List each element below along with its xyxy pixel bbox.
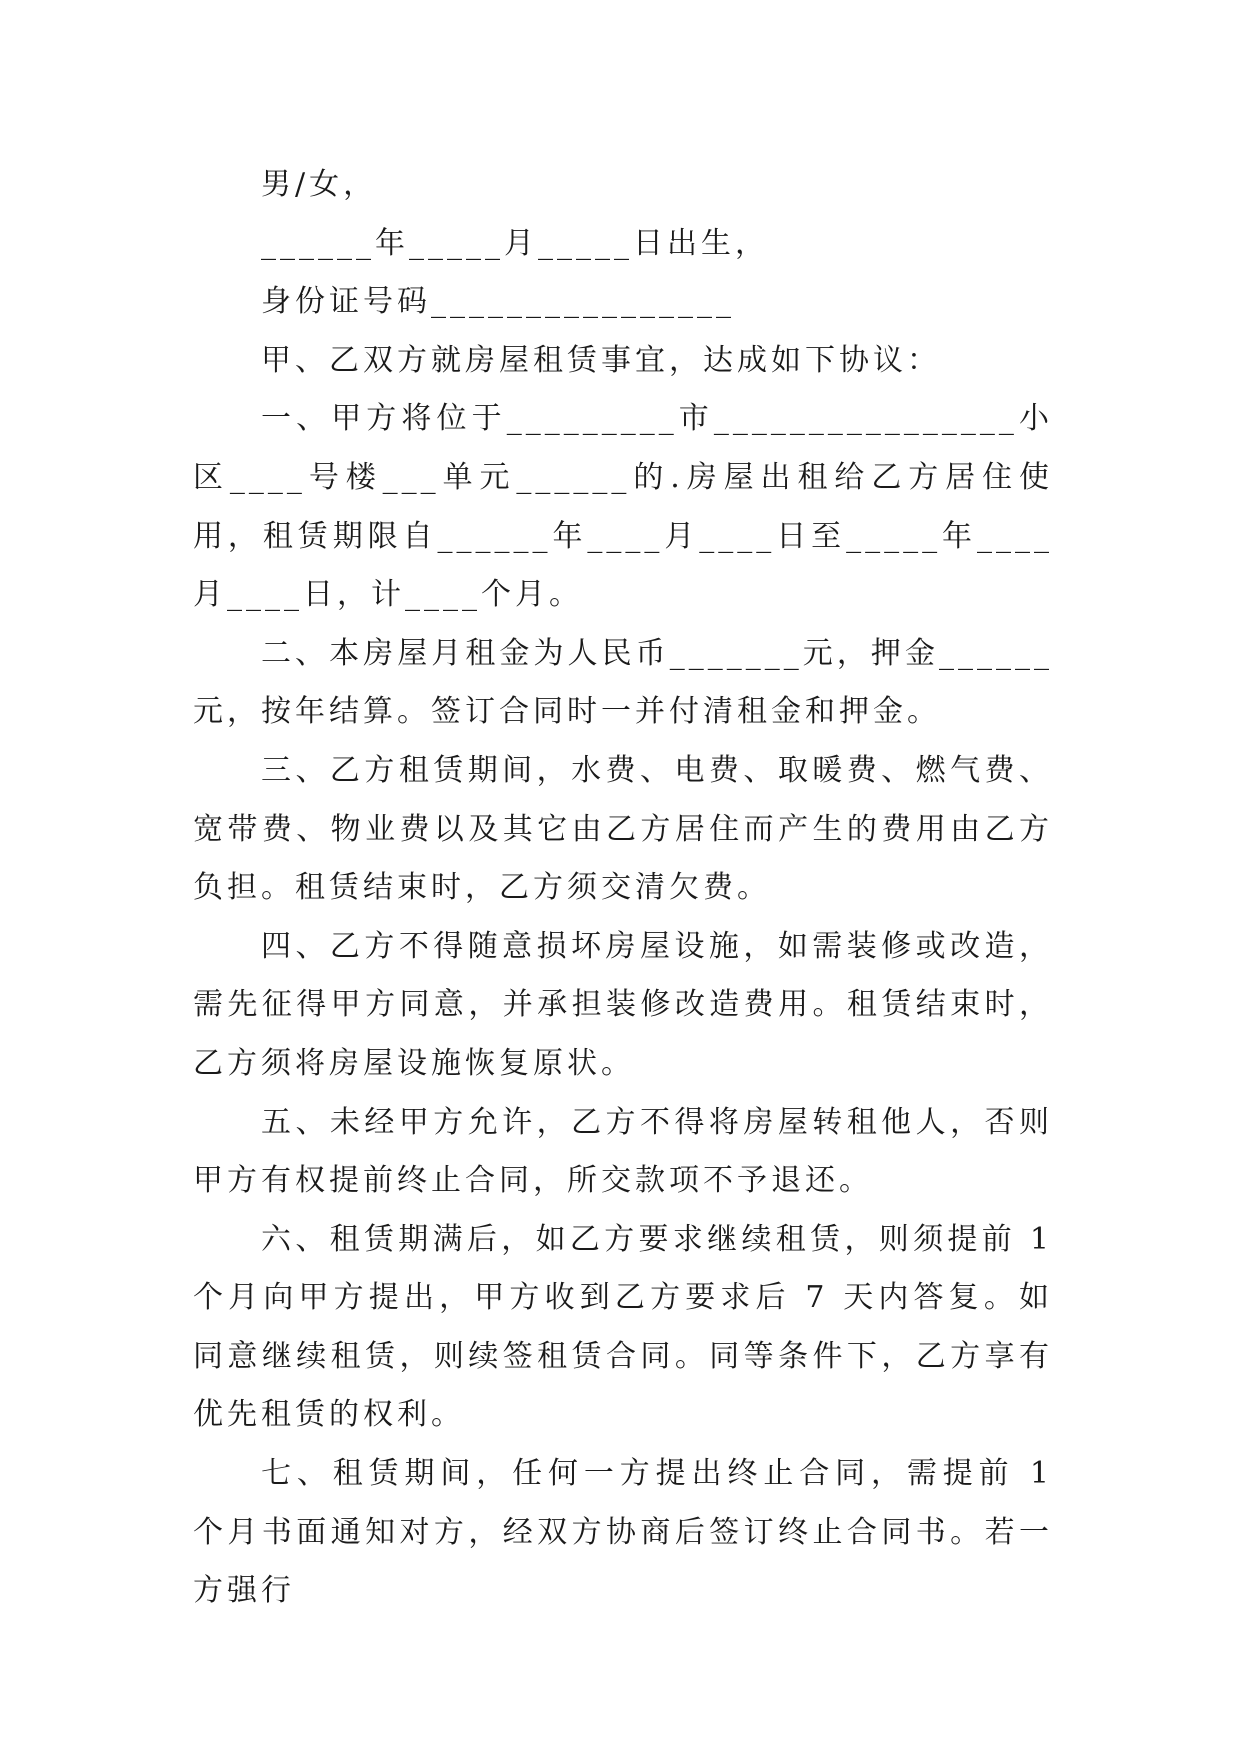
- paragraph-gender: 男/女，: [261, 167, 378, 202]
- clause-2: 二、本房屋月租金为人民币_______元，押金______元，按年结算。签订合同时一并付清租金和押金。: [193, 635, 1053, 730]
- clause-1: 一、甲方将位于_________市________________小区____号楼___单元______的.房屋出租给乙方居住使用，租赁期限自______年____月____日至_____年____月____日，计____个月。: [193, 401, 1053, 613]
- clause-5: 五、未经甲方允许，乙方不得将房屋转租他人，否则甲方有权提前终止合同，所交款项不予退还。: [193, 1104, 1053, 1199]
- paragraph-id-number: 身份证号码________________: [261, 284, 735, 320]
- clause-3: 三、乙方租赁期间，水费、电费、取暖费、燃气费、宽带费、物业费以及其它由乙方居住而产生的费用由乙方负担。租赁结束时，乙方须交清欠费。: [193, 752, 1053, 906]
- paragraph-birth-date: ______年_____月_____日出生，: [261, 225, 769, 261]
- paragraph-agreement-intro: 甲、乙双方就房屋租赁事宜，达成如下协议：: [261, 342, 941, 378]
- clause-7: 七、租赁期间，任何一方提出终止合同，需提前 1 个月书面通知对方，经双方协商后签订终止合同书。若一方强行: [193, 1456, 1067, 1609]
- clause-4: 四、乙方不得随意损坏房屋设施，如需装修或改造，需先征得甲方同意，并承担装修改造费用。租赁结束时，乙方须将房屋设施恢复原状。: [193, 928, 1053, 1081]
- clause-6: 六、租赁期满后，如乙方要求继续租赁，则须提前 1 个月向甲方提出，甲方收到乙方要求后 7 天内答复。如同意继续租赁，则续签租赁合同。同等条件下，乙方享有优先租赁的权利。: [193, 1221, 1067, 1433]
- contract-body: [193, 156, 1067, 1621]
